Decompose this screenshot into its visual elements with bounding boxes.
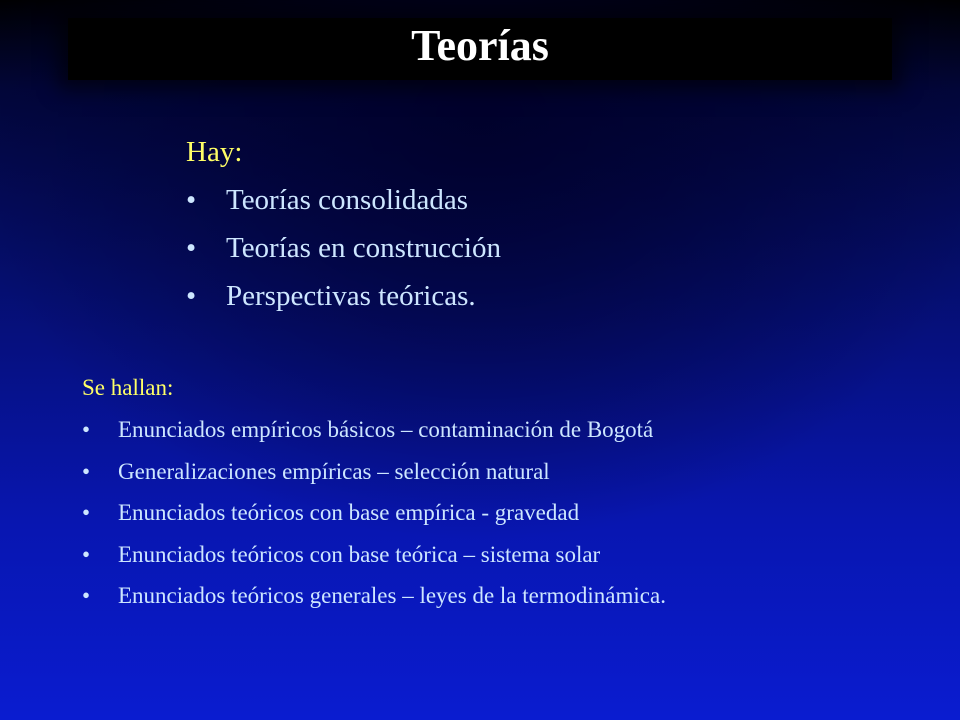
- section-se-hallan-lead: Se hallan:: [82, 375, 174, 400]
- bullet-icon: •: [82, 500, 91, 525]
- list-item-text: Teorías en construcción: [226, 232, 501, 264]
- bullet-icon: •: [82, 417, 91, 442]
- list-item-text: Teorías consolidadas: [226, 184, 468, 216]
- list-item: [186, 272, 501, 320]
- section-hay-lead: Hay:: [186, 136, 243, 168]
- list-item-text: Enunciados teóricos con base empírica - gravedad: [118, 500, 580, 525]
- bullet-icon: •: [82, 583, 91, 608]
- section-hay: [186, 128, 501, 320]
- list-item-text: Perspectivas teóricas.: [226, 280, 476, 312]
- bullet-icon: •: [186, 280, 197, 312]
- list-item-text: Enunciados teóricos con base teórica – sistema solar: [118, 541, 601, 567]
- list-item-text: Enunciados teóricos generales – leyes de la termodinámica.: [118, 583, 666, 608]
- list-item: [82, 451, 666, 493]
- list-item: [186, 224, 501, 272]
- section-se-hallan-list: [82, 409, 666, 617]
- list-item: [186, 176, 501, 224]
- list-item-text: Generalizaciones empíricas – selección natural: [118, 458, 550, 484]
- list-item: [82, 409, 666, 451]
- section-hay-list: [186, 176, 501, 320]
- section-se-hallan: [82, 368, 666, 617]
- bullet-icon: •: [82, 541, 91, 567]
- bullet-icon: •: [186, 184, 197, 216]
- list-item: [82, 492, 666, 534]
- slide-title: Teorías: [411, 21, 549, 70]
- bullet-icon: •: [82, 458, 91, 484]
- list-item: [82, 534, 666, 576]
- list-item-text: Enunciados empíricos básicos – contaminación de Bogotá: [118, 417, 654, 442]
- list-item: [82, 575, 666, 617]
- bullet-icon: •: [186, 232, 197, 264]
